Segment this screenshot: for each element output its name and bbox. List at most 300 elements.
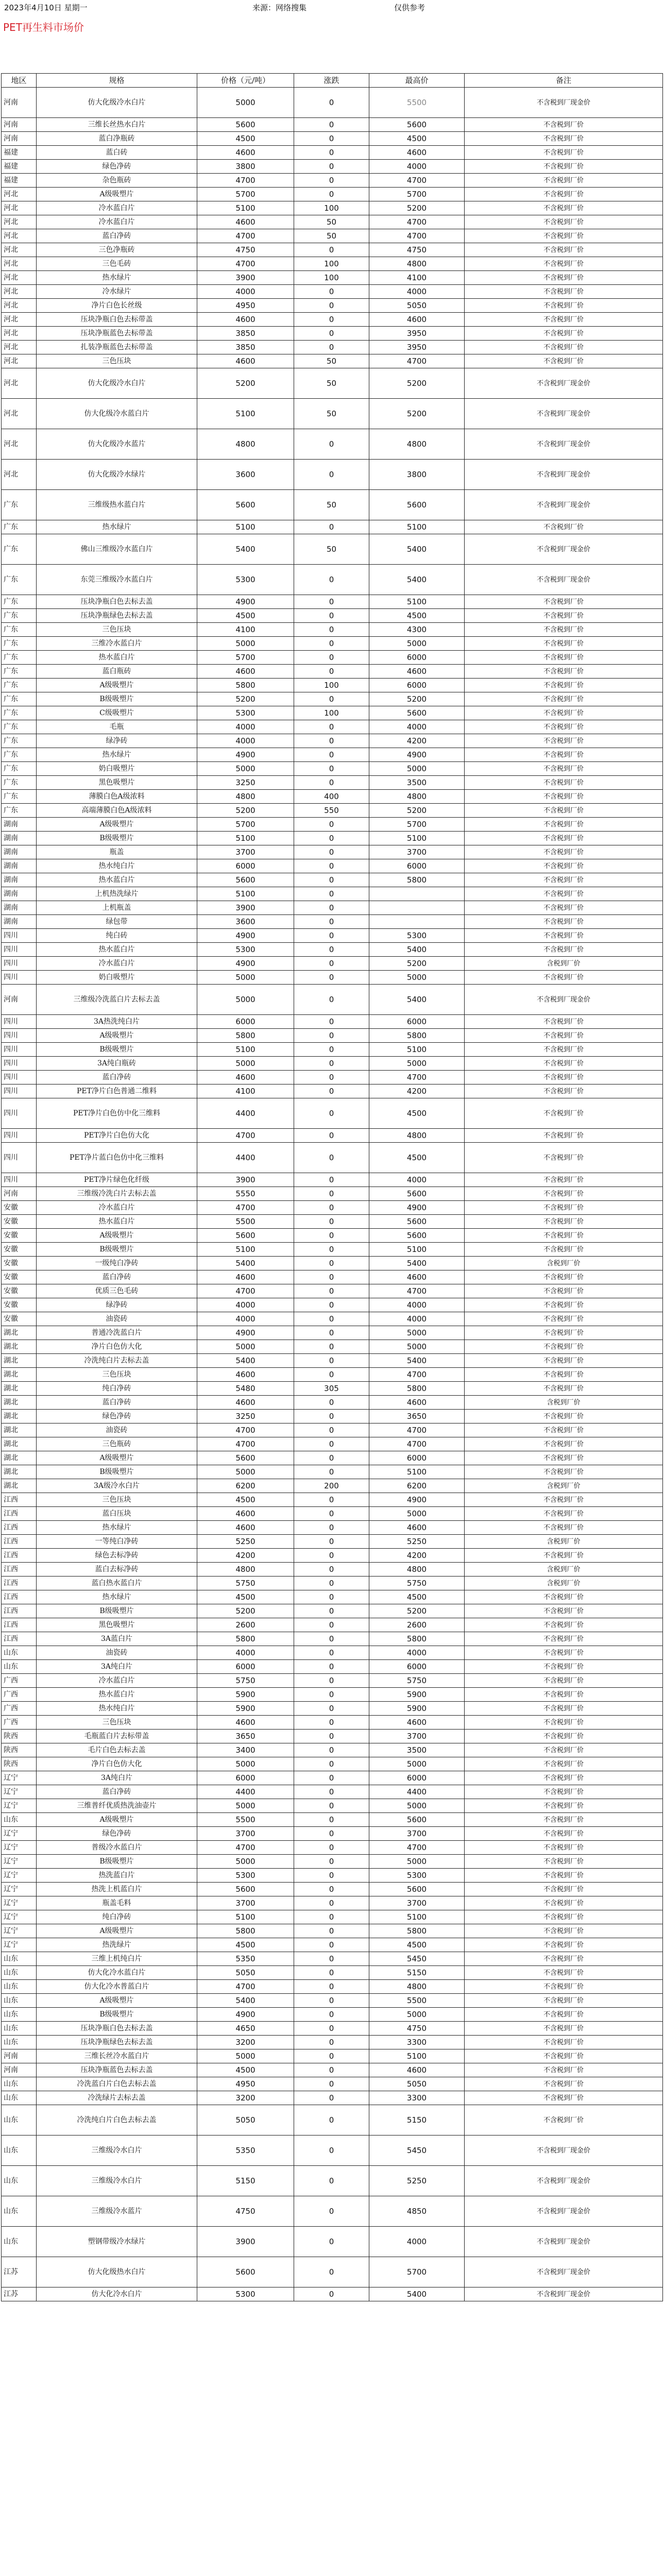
table-row: [2, 679, 663, 692]
region-cell: 湖北: [2, 1354, 37, 1368]
remark-cell: 不含税到厂价: [465, 1869, 663, 1883]
max-price-cell: 5100: [369, 595, 465, 609]
region-cell: 辽宁: [2, 1883, 37, 1896]
remark-cell: 不含税到厂价: [465, 1354, 663, 1368]
spec-cell: 瓶盖毛料: [37, 1896, 197, 1910]
max-price-cell: 5800: [369, 1632, 465, 1646]
spec-cell: 绿净砖: [37, 734, 197, 748]
max-price-cell: 5100: [369, 2049, 465, 2063]
price-cell: 5500: [197, 1813, 294, 1827]
change-cell: 0: [294, 1855, 369, 1869]
remark-cell: 不含税到厂价: [465, 1688, 663, 1702]
max-price-cell: 5400: [369, 985, 465, 1015]
max-price-cell: 4700: [369, 215, 465, 229]
price-cell: 5600: [197, 1229, 294, 1243]
max-price-cell: 4800: [369, 1563, 465, 1577]
max-price-cell: 4600: [369, 1396, 465, 1410]
table-row: [2, 1896, 663, 1910]
price-cell: 5700: [197, 188, 294, 201]
table-row: [2, 720, 663, 734]
max-price-cell: 4300: [369, 623, 465, 637]
change-cell: 0: [294, 1451, 369, 1465]
table-row: [2, 1229, 663, 1243]
remark-cell: 不含税到厂价: [465, 1368, 663, 1382]
price-cell: 5000: [197, 971, 294, 985]
spec-cell: A级吸塑片: [37, 188, 197, 201]
price-cell: 3250: [197, 776, 294, 790]
remark-cell: 不含税到厂价: [465, 1632, 663, 1646]
max-price-cell: 4700: [369, 1071, 465, 1084]
remark-cell: 不含税到厂价: [465, 637, 663, 651]
price-cell: 3700: [197, 1896, 294, 1910]
spec-cell: 毛瓶: [37, 720, 197, 734]
price-cell: 4700: [197, 229, 294, 243]
spec-cell: 绿色净砖: [37, 1827, 197, 1841]
spec-cell: 普通冷洗蓝白片: [37, 1326, 197, 1340]
remark-cell: 不含税到厂价: [465, 776, 663, 790]
remark-cell: 不含税到厂价: [465, 665, 663, 679]
change-cell: 0: [294, 1702, 369, 1716]
region-cell: 湖南: [2, 901, 37, 915]
table-row: [2, 1994, 663, 2008]
change-cell: 0: [294, 818, 369, 832]
table-row: [2, 1674, 663, 1688]
price-cell: 5400: [197, 1257, 294, 1270]
change-cell: 0: [294, 1057, 369, 1071]
price-cell: 5000: [197, 1057, 294, 1071]
remark-cell: 不含税到厂现金价: [465, 2166, 663, 2196]
spec-cell: B级吸塑片: [37, 832, 197, 845]
region-cell: 江西: [2, 1590, 37, 1604]
region-cell: 江西: [2, 1632, 37, 1646]
table-row: [2, 534, 663, 565]
table-row: [2, 1730, 663, 1743]
table-row: [2, 859, 663, 873]
spec-cell: 毛片白色去标去盖: [37, 1743, 197, 1757]
region-cell: 广东: [2, 679, 37, 692]
change-cell: 0: [294, 2049, 369, 2063]
region-cell: 湖北: [2, 1396, 37, 1410]
max-price-cell: 5100: [369, 832, 465, 845]
table-row: [2, 1029, 663, 1043]
change-cell: 0: [294, 1215, 369, 1229]
region-cell: 河南: [2, 132, 37, 146]
price-cell: 5000: [197, 637, 294, 651]
price-cell: 4000: [197, 734, 294, 748]
remark-cell: 不含税到厂价: [465, 201, 663, 215]
region-cell: 广东: [2, 692, 37, 706]
price-cell: 2600: [197, 1618, 294, 1632]
region-cell: 山东: [2, 2036, 37, 2049]
region-cell: 江西: [2, 1563, 37, 1577]
remark-cell: 不含税到厂价: [465, 327, 663, 341]
table-row: [2, 2257, 663, 2287]
spec-cell: 仿大化冷水普蓝白片: [37, 1980, 197, 1994]
change-cell: 0: [294, 2077, 369, 2091]
remark-cell: 不含税到厂价: [465, 188, 663, 201]
region-cell: 广东: [2, 804, 37, 818]
max-price-cell: 4200: [369, 1084, 465, 1098]
region-cell: 河北: [2, 313, 37, 327]
max-price-cell: 4000: [369, 1173, 465, 1187]
remark-cell: 不含税到厂价: [465, 818, 663, 832]
region-cell: 湖北: [2, 1437, 37, 1451]
change-cell: 0: [294, 1229, 369, 1243]
region-cell: 河北: [2, 429, 37, 460]
table-row: [2, 88, 663, 118]
region-cell: 福建: [2, 174, 37, 188]
table-row: [2, 1396, 663, 1410]
max-price-cell: 5200: [369, 201, 465, 215]
price-cell: 6000: [197, 1771, 294, 1785]
spec-cell: 热洗绿片: [37, 1938, 197, 1952]
table-row: [2, 1549, 663, 1563]
change-cell: 50: [294, 399, 369, 429]
max-price-cell: 5400: [369, 565, 465, 595]
max-price-cell: 5150: [369, 1966, 465, 1980]
max-price-cell: 5150: [369, 2105, 465, 2136]
spec-cell: 绿色去标净砖: [37, 1549, 197, 1563]
spec-cell: 3A纯白片: [37, 1660, 197, 1674]
max-price-cell: 5200: [369, 1604, 465, 1618]
max-price-cell: 5600: [369, 1813, 465, 1827]
change-cell: 0: [294, 1590, 369, 1604]
max-price-cell: 5700: [369, 2257, 465, 2287]
remark-cell: 不含税到厂价: [465, 1229, 663, 1243]
price-cell: 5100: [197, 520, 294, 534]
change-cell: 0: [294, 1632, 369, 1646]
price-cell: 3700: [197, 1827, 294, 1841]
change-cell: 0: [294, 1187, 369, 1201]
remark-cell: 含税到厂价: [465, 1577, 663, 1590]
remark-cell: 不含税到厂价: [465, 1382, 663, 1396]
change-cell: 0: [294, 1084, 369, 1098]
price-cell: 6000: [197, 1660, 294, 1674]
region-cell: 辽宁: [2, 1785, 37, 1799]
change-cell: 0: [294, 1270, 369, 1284]
change-cell: 0: [294, 2227, 369, 2257]
region-cell: 河北: [2, 215, 37, 229]
table-row: [2, 1382, 663, 1396]
table-row: [2, 354, 663, 368]
table-row: [2, 1057, 663, 1071]
price-cell: 4900: [197, 595, 294, 609]
remark-cell: 不含税到厂价: [465, 1326, 663, 1340]
change-cell: 0: [294, 188, 369, 201]
price-cell: 5350: [197, 2136, 294, 2166]
remark-cell: 不含税到厂价: [465, 1549, 663, 1563]
change-cell: 50: [294, 354, 369, 368]
table-row: [2, 1938, 663, 1952]
spec-cell: 普级冷水蓝白片: [37, 1841, 197, 1855]
table-row: [2, 776, 663, 790]
remark-cell: 不含税到厂价: [465, 1173, 663, 1187]
price-cell: 4600: [197, 354, 294, 368]
spec-cell: PET净片白色仿中化三维料: [37, 1098, 197, 1129]
region-cell: 湖北: [2, 1465, 37, 1479]
spec-cell: 冷水蓝白片: [37, 1201, 197, 1215]
table-row: [2, 313, 663, 327]
max-price-cell: 3700: [369, 845, 465, 859]
spec-cell: 热水绿片: [37, 271, 197, 285]
table-row: [2, 1855, 663, 1869]
table-row: [2, 845, 663, 859]
remark-cell: 不含税到厂现金价: [465, 534, 663, 565]
change-cell: 0: [294, 665, 369, 679]
remark-cell: 不含税到厂价: [465, 1298, 663, 1312]
max-price-cell: 5700: [369, 818, 465, 832]
max-price-cell: 5100: [369, 1043, 465, 1057]
spec-cell: 塑钢带级冷水绿片: [37, 2227, 197, 2257]
max-price-cell: 5050: [369, 299, 465, 313]
change-cell: 0: [294, 1966, 369, 1980]
change-cell: 0: [294, 1326, 369, 1340]
remark-cell: 不含税到厂价: [465, 1883, 663, 1896]
change-cell: 0: [294, 623, 369, 637]
table-row: [2, 460, 663, 490]
remark-cell: 不含税到厂价: [465, 1855, 663, 1869]
spec-cell: 一等纯白净砖: [37, 1535, 197, 1549]
change-cell: 0: [294, 132, 369, 146]
spec-cell: 三色压块: [37, 1716, 197, 1730]
price-cell: 5000: [197, 762, 294, 776]
max-price-cell: 5000: [369, 762, 465, 776]
remark-cell: 不含税到厂价: [465, 271, 663, 285]
region-cell: 辽宁: [2, 1855, 37, 1869]
remark-cell: 不含税到厂现金价: [465, 565, 663, 595]
price-cell: 4700: [197, 1201, 294, 1215]
price-cell: 4500: [197, 2063, 294, 2077]
remark-cell: 不含税到厂现金价: [465, 490, 663, 520]
region-cell: 广东: [2, 720, 37, 734]
region-cell: 山东: [2, 1813, 37, 1827]
max-price-cell: 6200: [369, 1479, 465, 1493]
change-cell: 0: [294, 929, 369, 943]
spec-cell: 仿大化级冷水白片: [37, 88, 197, 118]
max-price-cell: 5200: [369, 368, 465, 399]
change-cell: 0: [294, 327, 369, 341]
price-cell: 5100: [197, 1243, 294, 1257]
spec-cell: 冷洗纯白片去标去盖: [37, 1354, 197, 1368]
table-row: [2, 1521, 663, 1535]
table-row: [2, 2091, 663, 2105]
remark-cell: 不含税到厂价: [465, 915, 663, 929]
table-row: [2, 2136, 663, 2166]
change-cell: 0: [294, 873, 369, 887]
price-cell: 4000: [197, 720, 294, 734]
spec-cell: 三色压块: [37, 354, 197, 368]
table-row: [2, 651, 663, 665]
price-cell: 4900: [197, 748, 294, 762]
max-price-cell: 4500: [369, 609, 465, 623]
spec-cell: B级吸塑片: [37, 1465, 197, 1479]
region-cell: 江西: [2, 1604, 37, 1618]
change-cell: 0: [294, 1437, 369, 1451]
table-row: [2, 887, 663, 901]
table-row: [2, 2036, 663, 2049]
price-cell: 3400: [197, 1743, 294, 1757]
remark-cell: 不含税到厂价: [465, 1270, 663, 1284]
region-cell: 山东: [2, 2166, 37, 2196]
change-cell: 0: [294, 1368, 369, 1382]
table-row: [2, 1757, 663, 1771]
spec-cell: 三维长丝热水白片: [37, 118, 197, 132]
region-cell: 广东: [2, 595, 37, 609]
change-cell: 0: [294, 2008, 369, 2022]
spec-cell: 三维级热水蓝白片: [37, 490, 197, 520]
max-price-cell: 5600: [369, 1187, 465, 1201]
remark-cell: 不含税到厂价: [465, 804, 663, 818]
remark-cell: 不含税到厂现金价: [465, 985, 663, 1015]
max-price-cell: 4850: [369, 2196, 465, 2227]
max-price-cell: 4000: [369, 160, 465, 174]
spec-cell: 仿大化冷水蓝白片: [37, 1966, 197, 1980]
region-cell: 辽宁: [2, 1924, 37, 1938]
table-row: [2, 2077, 663, 2091]
price-cell: 5000: [197, 2049, 294, 2063]
column-header-max-price: 最高价: [369, 74, 465, 88]
price-cell: 4700: [197, 1437, 294, 1451]
change-cell: 0: [294, 2036, 369, 2049]
price-cell: 4500: [197, 132, 294, 146]
remark-cell: 不含税到厂价: [465, 720, 663, 734]
spec-cell: 三维级冷水白片: [37, 2166, 197, 2196]
region-cell: 河北: [2, 327, 37, 341]
remark-cell: 不含税到厂价: [465, 1646, 663, 1660]
change-cell: 0: [294, 520, 369, 534]
table-row: [2, 1129, 663, 1143]
max-price-cell: 4000: [369, 1312, 465, 1326]
change-cell: 100: [294, 706, 369, 720]
change-cell: 0: [294, 1507, 369, 1521]
max-price-cell: 4200: [369, 734, 465, 748]
spec-cell: B级吸塑片: [37, 1043, 197, 1057]
price-cell: 5900: [197, 1702, 294, 1716]
remark-cell: 不含税到厂价: [465, 873, 663, 887]
change-cell: 0: [294, 1129, 369, 1143]
price-cell: 4700: [197, 1980, 294, 1994]
remark-cell: 不含税到厂价: [465, 1730, 663, 1743]
change-cell: 0: [294, 1869, 369, 1883]
spec-cell: B级吸塑片: [37, 2008, 197, 2022]
price-cell: 4500: [197, 1590, 294, 1604]
region-cell: 陕西: [2, 1730, 37, 1743]
remark-cell: 不含税到厂价: [465, 2091, 663, 2105]
region-cell: 辽宁: [2, 1938, 37, 1952]
price-cell: 5800: [197, 1924, 294, 1938]
max-price-cell: 4600: [369, 2063, 465, 2077]
spec-cell: 奶白吸塑片: [37, 971, 197, 985]
table-row: [2, 943, 663, 957]
spec-cell: 净片白色长丝级: [37, 299, 197, 313]
max-price-cell: 6000: [369, 651, 465, 665]
spec-cell: 热洗蓝白片: [37, 1869, 197, 1883]
change-cell: 0: [294, 734, 369, 748]
change-cell: 0: [294, 1298, 369, 1312]
price-cell: 5150: [197, 2166, 294, 2196]
max-price-cell: 5500: [369, 1994, 465, 2008]
table-row: [2, 1827, 663, 1841]
remark-cell: 不含税到厂价: [465, 1015, 663, 1029]
table-row: [2, 188, 663, 201]
spec-cell: 仿大化冷水白片: [37, 2287, 197, 2301]
max-price-cell: 4600: [369, 665, 465, 679]
price-cell: 5100: [197, 399, 294, 429]
change-cell: 0: [294, 1029, 369, 1043]
change-cell: 0: [294, 118, 369, 132]
spec-cell: 高端薄膜白色A级浓料: [37, 804, 197, 818]
max-price-cell: 4800: [369, 429, 465, 460]
region-cell: 山东: [2, 2105, 37, 2136]
region-cell: 河北: [2, 257, 37, 271]
change-cell: 0: [294, 2166, 369, 2196]
change-cell: 0: [294, 887, 369, 901]
max-price-cell: 4800: [369, 1980, 465, 1994]
price-table: [1, 73, 663, 2301]
region-cell: 广东: [2, 565, 37, 595]
max-price-cell: 4700: [369, 1423, 465, 1437]
max-price-cell: 5900: [369, 1702, 465, 1716]
price-cell: 3900: [197, 271, 294, 285]
table-row: [2, 160, 663, 174]
table-row: [2, 1646, 663, 1660]
price-cell: 5900: [197, 1688, 294, 1702]
table-row: [2, 1187, 663, 1201]
table-row: [2, 2287, 663, 2301]
table-row: [2, 341, 663, 354]
remark-cell: 不含税到厂价: [465, 2077, 663, 2091]
region-cell: 河北: [2, 271, 37, 285]
region-cell: 山东: [2, 2022, 37, 2036]
change-cell: 0: [294, 243, 369, 257]
change-cell: 0: [294, 1660, 369, 1674]
spec-cell: 冷洗蓝白片白色去标去盖: [37, 2077, 197, 2091]
region-cell: 湖北: [2, 1368, 37, 1382]
table-row: [2, 637, 663, 651]
remark-cell: 不含税到厂价: [465, 1896, 663, 1910]
price-cell: 5350: [197, 1952, 294, 1966]
change-cell: 50: [294, 215, 369, 229]
change-cell: 0: [294, 692, 369, 706]
remark-cell: 不含税到厂价: [465, 845, 663, 859]
table-row: [2, 957, 663, 971]
region-cell: 安徽: [2, 1215, 37, 1229]
table-row: [2, 368, 663, 399]
region-cell: 安徽: [2, 1298, 37, 1312]
table-row: [2, 1215, 663, 1229]
table-row: [2, 1326, 663, 1340]
price-cell: 4500: [197, 1493, 294, 1507]
remark-cell: 不含税到厂价: [465, 2036, 663, 2049]
region-cell: 湖南: [2, 845, 37, 859]
table-row: [2, 1015, 663, 1029]
price-cell: 3600: [197, 460, 294, 490]
change-cell: 0: [294, 1257, 369, 1270]
spec-cell: 冷水绿片: [37, 285, 197, 299]
max-price-cell: 4700: [369, 1437, 465, 1451]
region-cell: 江西: [2, 1535, 37, 1549]
table-row: [2, 1507, 663, 1521]
remark-cell: 不含税到厂价: [465, 1507, 663, 1521]
price-cell: 3850: [197, 327, 294, 341]
change-cell: 0: [294, 971, 369, 985]
spec-cell: 蓝白砖: [37, 146, 197, 160]
region-cell: 安徽: [2, 1257, 37, 1270]
remark-cell: 不含税到厂价: [465, 832, 663, 845]
region-cell: 广西: [2, 1702, 37, 1716]
remark-cell: 不含税到厂价: [465, 734, 663, 748]
table-row: [2, 2063, 663, 2077]
